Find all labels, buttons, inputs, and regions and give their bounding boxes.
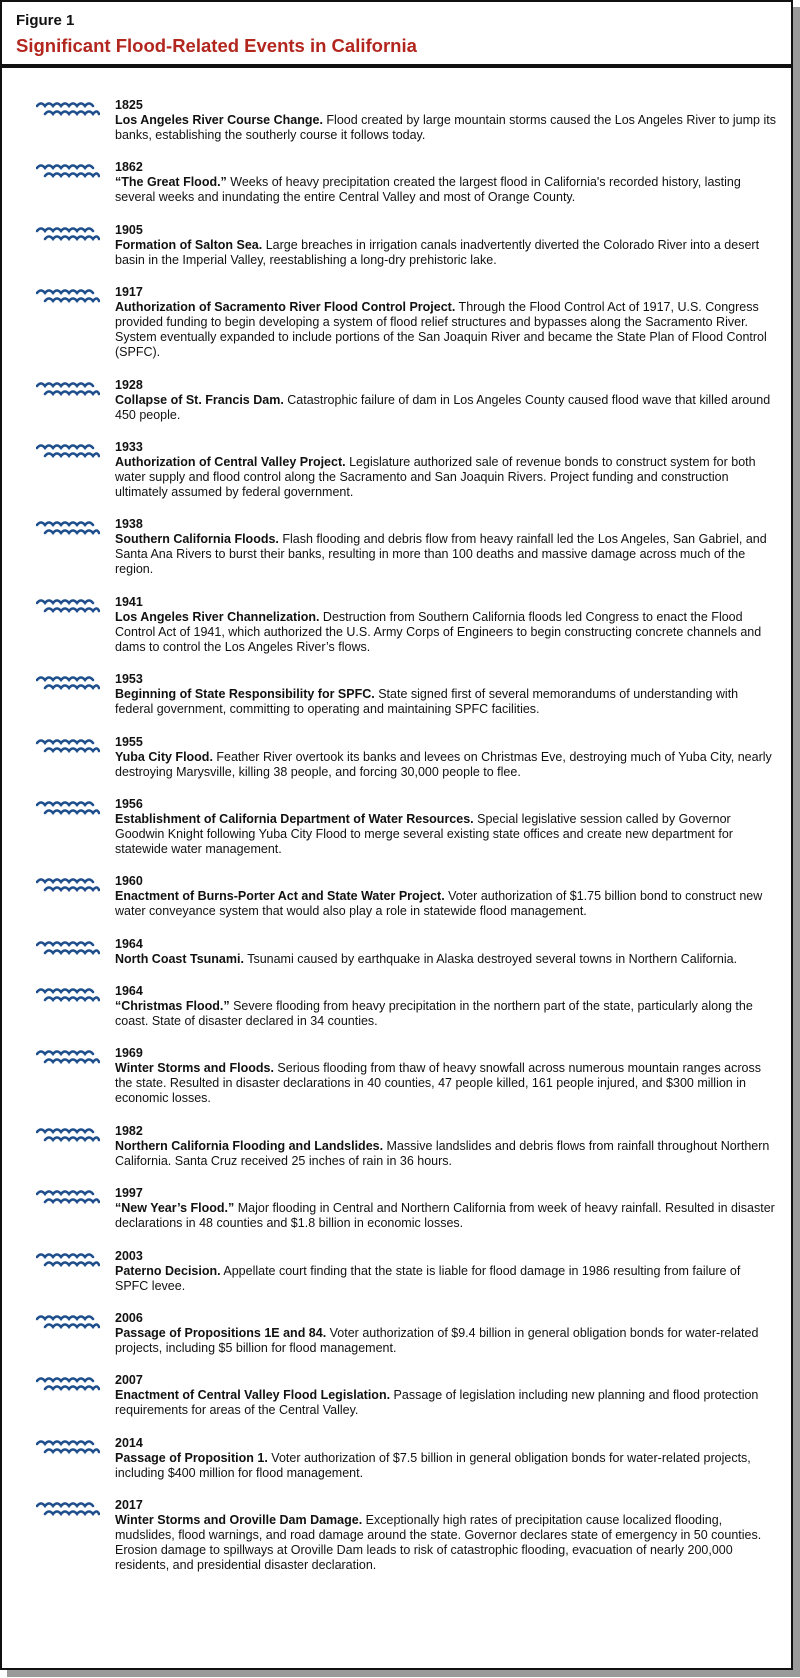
event-text: Destruction from Southern California floods led Congress to enact the Flood Control Act of 1941, which authorized the U.S. Army Corps of Engineers to begin constructing concrete channels and dams to control the Los Angeles River’s flows.	[115, 609, 762, 654]
event-year: 1982	[115, 1123, 143, 1138]
event-text: Severe flooding from heavy precipitation in the northern part of the state, particularly along the coast. State of disaster declared in 34 counties.	[115, 999, 753, 1029]
event-year: 1917	[115, 285, 143, 300]
event-year: 1953	[115, 672, 143, 687]
event-year: 2017	[115, 1498, 143, 1513]
wave-icon	[36, 1125, 100, 1145]
event-title: Enactment of Central Valley Flood Legislation.	[115, 1388, 391, 1403]
event-year: 1825	[115, 98, 143, 112]
event-text: Major flooding in Central and Northern California from week of heavy rainfall. Resulted in disaster declarations in 48 counties and $1.8 billion in economic losses.	[115, 1201, 775, 1231]
event-year: 1960	[115, 874, 143, 889]
event-year: 2007	[115, 1373, 143, 1388]
event-year: 2006	[115, 1311, 143, 1326]
timeline-event	[2, 1249, 791, 1294]
event-text: Massive landslides and debris flows from rainfall throughout Northern California. Santa Cruz received 25 inches of rain in 36 hours.	[115, 1138, 770, 1168]
timeline-event	[2, 984, 791, 1029]
timeline-event	[2, 517, 791, 577]
event-description	[115, 1326, 777, 1356]
event-text: Exceptionally high rates of precipitation cause localized flooding, mudslides, flood warnings, and road damage around the state. Governor declares state of emergency in 50 counties. Erosion damage to spillways at Oroville Dam leads to risk of catastrophic flooding, evacuation of nearly 200,000 residents, and presidential disaster declaration.	[115, 1513, 762, 1573]
event-year: 1969	[115, 1046, 143, 1061]
event-title: Establishment of California Department of Water Resources.	[115, 811, 474, 826]
event-description	[115, 750, 777, 780]
event-description	[115, 1513, 777, 1573]
event-text: Feather River overtook its banks and levees on Christmas Eve, destroying much of Yuba City, nearly destroying Marysville, killing 38 people, and forcing 30,000 people to flee.	[115, 749, 772, 779]
wave-icon	[36, 1187, 100, 1207]
wave-icon	[36, 596, 100, 616]
wave-icon	[36, 1312, 100, 1332]
wave-icon	[36, 1047, 100, 1067]
event-text: Weeks of heavy precipitation created the largest flood in California's recorded history, lasting several weeks and inundating the entire Central Valley and most of Orange County.	[115, 175, 741, 205]
timeline-event	[2, 160, 791, 205]
event-description	[115, 952, 777, 967]
event-description	[115, 1139, 777, 1169]
wave-icon	[36, 798, 100, 818]
timeline-event	[2, 874, 791, 919]
timeline-event	[2, 98, 791, 143]
event-title: “Christmas Flood.”	[115, 999, 230, 1014]
event-text: Serious flooding from thaw of heavy snowfall across numerous mountain ranges across the state. Resulted in disaster declarations in 40 counties, 47 people killed, 161 people injured, and $300 million in economic losses.	[115, 1061, 761, 1106]
timeline-event	[2, 285, 791, 360]
event-title: North Coast Tsunami.	[115, 951, 244, 966]
timeline-event	[2, 1186, 791, 1231]
timeline-event	[2, 1124, 791, 1169]
event-title: Authorization of Central Valley Project.	[115, 454, 346, 469]
event-text: Through the Flood Control Act of 1917, U.S. Congress provided funding to begin developing a system of flood relief structures and bypasses along the Sacramento River. System eventually expanded to include portions of the San Joaquin River and became the State Plan of Flood Control (SPFC).	[115, 300, 767, 360]
event-title: “The Great Flood.”	[115, 175, 227, 190]
figure-title: Significant Flood-Related Events in California	[16, 35, 417, 56]
timeline-event	[2, 1311, 791, 1356]
event-text: Catastrophic failure of dam in Los Angeles County caused flood wave that killed around 450 people.	[115, 392, 771, 422]
event-title: Yuba City Flood.	[115, 749, 213, 764]
event-title: “New Year’s Flood.”	[115, 1201, 235, 1216]
wave-icon	[36, 1374, 100, 1394]
event-text: Special legislative session called by Governor Goodwin Knight following Yuba City Flood to merge several existing state offices and create new department for statewide water management.	[115, 811, 733, 856]
event-description	[115, 999, 777, 1029]
event-title: Formation of Salton Sea.	[115, 237, 263, 252]
event-description	[115, 812, 777, 857]
timeline-event	[2, 672, 791, 717]
wave-icon	[36, 938, 100, 958]
wave-icon	[36, 985, 100, 1005]
wave-icon	[36, 1437, 100, 1457]
wave-icon	[36, 1499, 100, 1519]
event-text: Tsunami caused by earthquake in Alaska destroyed several towns in Northern California.	[243, 951, 738, 966]
wave-icon	[36, 161, 100, 181]
timeline-event	[2, 797, 791, 857]
timeline-event	[2, 735, 791, 780]
event-description	[115, 532, 777, 577]
wave-icon	[36, 1250, 100, 1270]
timeline-event	[2, 595, 791, 655]
event-text: Flash flooding and debris flow from heavy rainfall led the Los Angeles, San Gabriel, and Santa Ana Rivers to burst their banks, resulting in more than 100 deaths and massive damage across much of the region.	[115, 532, 767, 577]
timeline-event	[2, 1046, 791, 1106]
event-description	[115, 1451, 777, 1481]
event-year: 1941	[115, 594, 143, 609]
event-description	[115, 1388, 777, 1418]
event-title: Collapse of St. Francis Dam.	[115, 392, 284, 407]
event-text: Voter authorization of $1.75 billion bond to construct new water conveyance system that would also play a role in statewide flood management.	[115, 889, 763, 919]
event-year: 1938	[115, 517, 143, 532]
event-title: Los Angeles River Channelization.	[115, 609, 320, 624]
event-title: Paterno Decision.	[115, 1263, 221, 1278]
event-year: 1964	[115, 984, 143, 999]
figure-label: Figure 1	[16, 12, 75, 29]
event-description	[115, 393, 777, 423]
event-text: Appellate court finding that the state is liable for flood damage in 1986 resulting from failure of SPFC levee.	[115, 1263, 741, 1293]
event-title: Northern California Flooding and Landslides.	[115, 1138, 384, 1153]
event-title: Los Angeles River Course Change.	[115, 113, 323, 127]
event-description	[115, 1201, 777, 1231]
event-title: Passage of Propositions 1E and 84.	[115, 1326, 327, 1341]
wave-icon	[36, 673, 100, 693]
event-year: 1928	[115, 377, 143, 392]
wave-icon	[36, 286, 100, 306]
event-text: Flood created by large mountain storms caused the Los Angeles River to jump its banks, establishing the southerly course it follows today.	[115, 113, 776, 142]
event-title: Winter Storms and Oroville Dam Damage.	[115, 1513, 363, 1528]
event-description	[115, 1264, 777, 1294]
event-description	[115, 455, 777, 500]
event-year: 1862	[115, 160, 143, 175]
wave-icon	[36, 224, 100, 244]
event-year: 1905	[115, 222, 143, 237]
event-year: 2014	[115, 1435, 143, 1450]
figure-header	[2, 2, 791, 68]
event-year: 1955	[115, 734, 143, 749]
event-year: 1933	[115, 439, 143, 454]
event-title: Passage of Proposition 1.	[115, 1450, 268, 1465]
wave-icon	[36, 736, 100, 756]
event-year: 2003	[115, 1248, 143, 1263]
event-title: Southern California Floods.	[115, 532, 279, 547]
event-text: Voter authorization of $7.5 billion in general obligation bonds for water-related projects, including $400 million for flood management.	[115, 1450, 751, 1480]
timeline-event	[2, 1436, 791, 1481]
timeline-event	[2, 378, 791, 423]
event-year: 1956	[115, 796, 143, 811]
timeline-event	[2, 223, 791, 268]
timeline-event	[2, 1373, 791, 1418]
event-text: State signed first of several memorandums of understanding with federal government, committing to operating and maintaining SPFC facilities.	[115, 687, 739, 717]
event-year: 1964	[115, 936, 143, 951]
timeline-event	[2, 440, 791, 500]
event-year: 1997	[115, 1186, 143, 1201]
event-description	[115, 238, 777, 268]
event-description	[115, 113, 777, 143]
event-description	[115, 300, 777, 360]
event-text: Large breaches in irrigation canals inadvertently diverted the Colorado River into a desert basin in the Imperial Valley, reestablishing a long-dry prehistoric lake.	[115, 237, 760, 267]
wave-icon	[36, 379, 100, 399]
timeline-event	[2, 1498, 791, 1573]
event-title: Authorization of Sacramento River Flood Control Project.	[115, 300, 456, 315]
wave-icon	[36, 518, 100, 538]
event-text: Legislature authorized sale of revenue bonds to construct system for both water supply and flood control along the Sacramento and San Joaquin Rivers. Project funding and construction ultimately assumed by federal government.	[115, 454, 756, 499]
event-title: Winter Storms and Floods.	[115, 1061, 274, 1076]
event-description	[115, 175, 777, 205]
wave-icon	[36, 441, 100, 461]
event-description	[115, 687, 777, 717]
timeline-event	[2, 937, 791, 967]
event-description	[115, 610, 777, 655]
event-description	[115, 889, 777, 919]
event-description	[115, 1061, 777, 1106]
event-text: Passage of legislation including new planning and flood protection requirements for areas of the Central Valley.	[115, 1388, 759, 1418]
event-text: Voter authorization of $9.4 billion in general obligation bonds for water-related projects, including $5 billion for flood management.	[115, 1326, 759, 1356]
event-title: Beginning of State Responsibility for SPFC.	[115, 687, 375, 702]
wave-icon	[36, 99, 100, 119]
event-timeline	[2, 98, 791, 1591]
event-title: Enactment of Burns-Porter Act and State Water Project.	[115, 889, 445, 904]
wave-icon	[36, 875, 100, 895]
